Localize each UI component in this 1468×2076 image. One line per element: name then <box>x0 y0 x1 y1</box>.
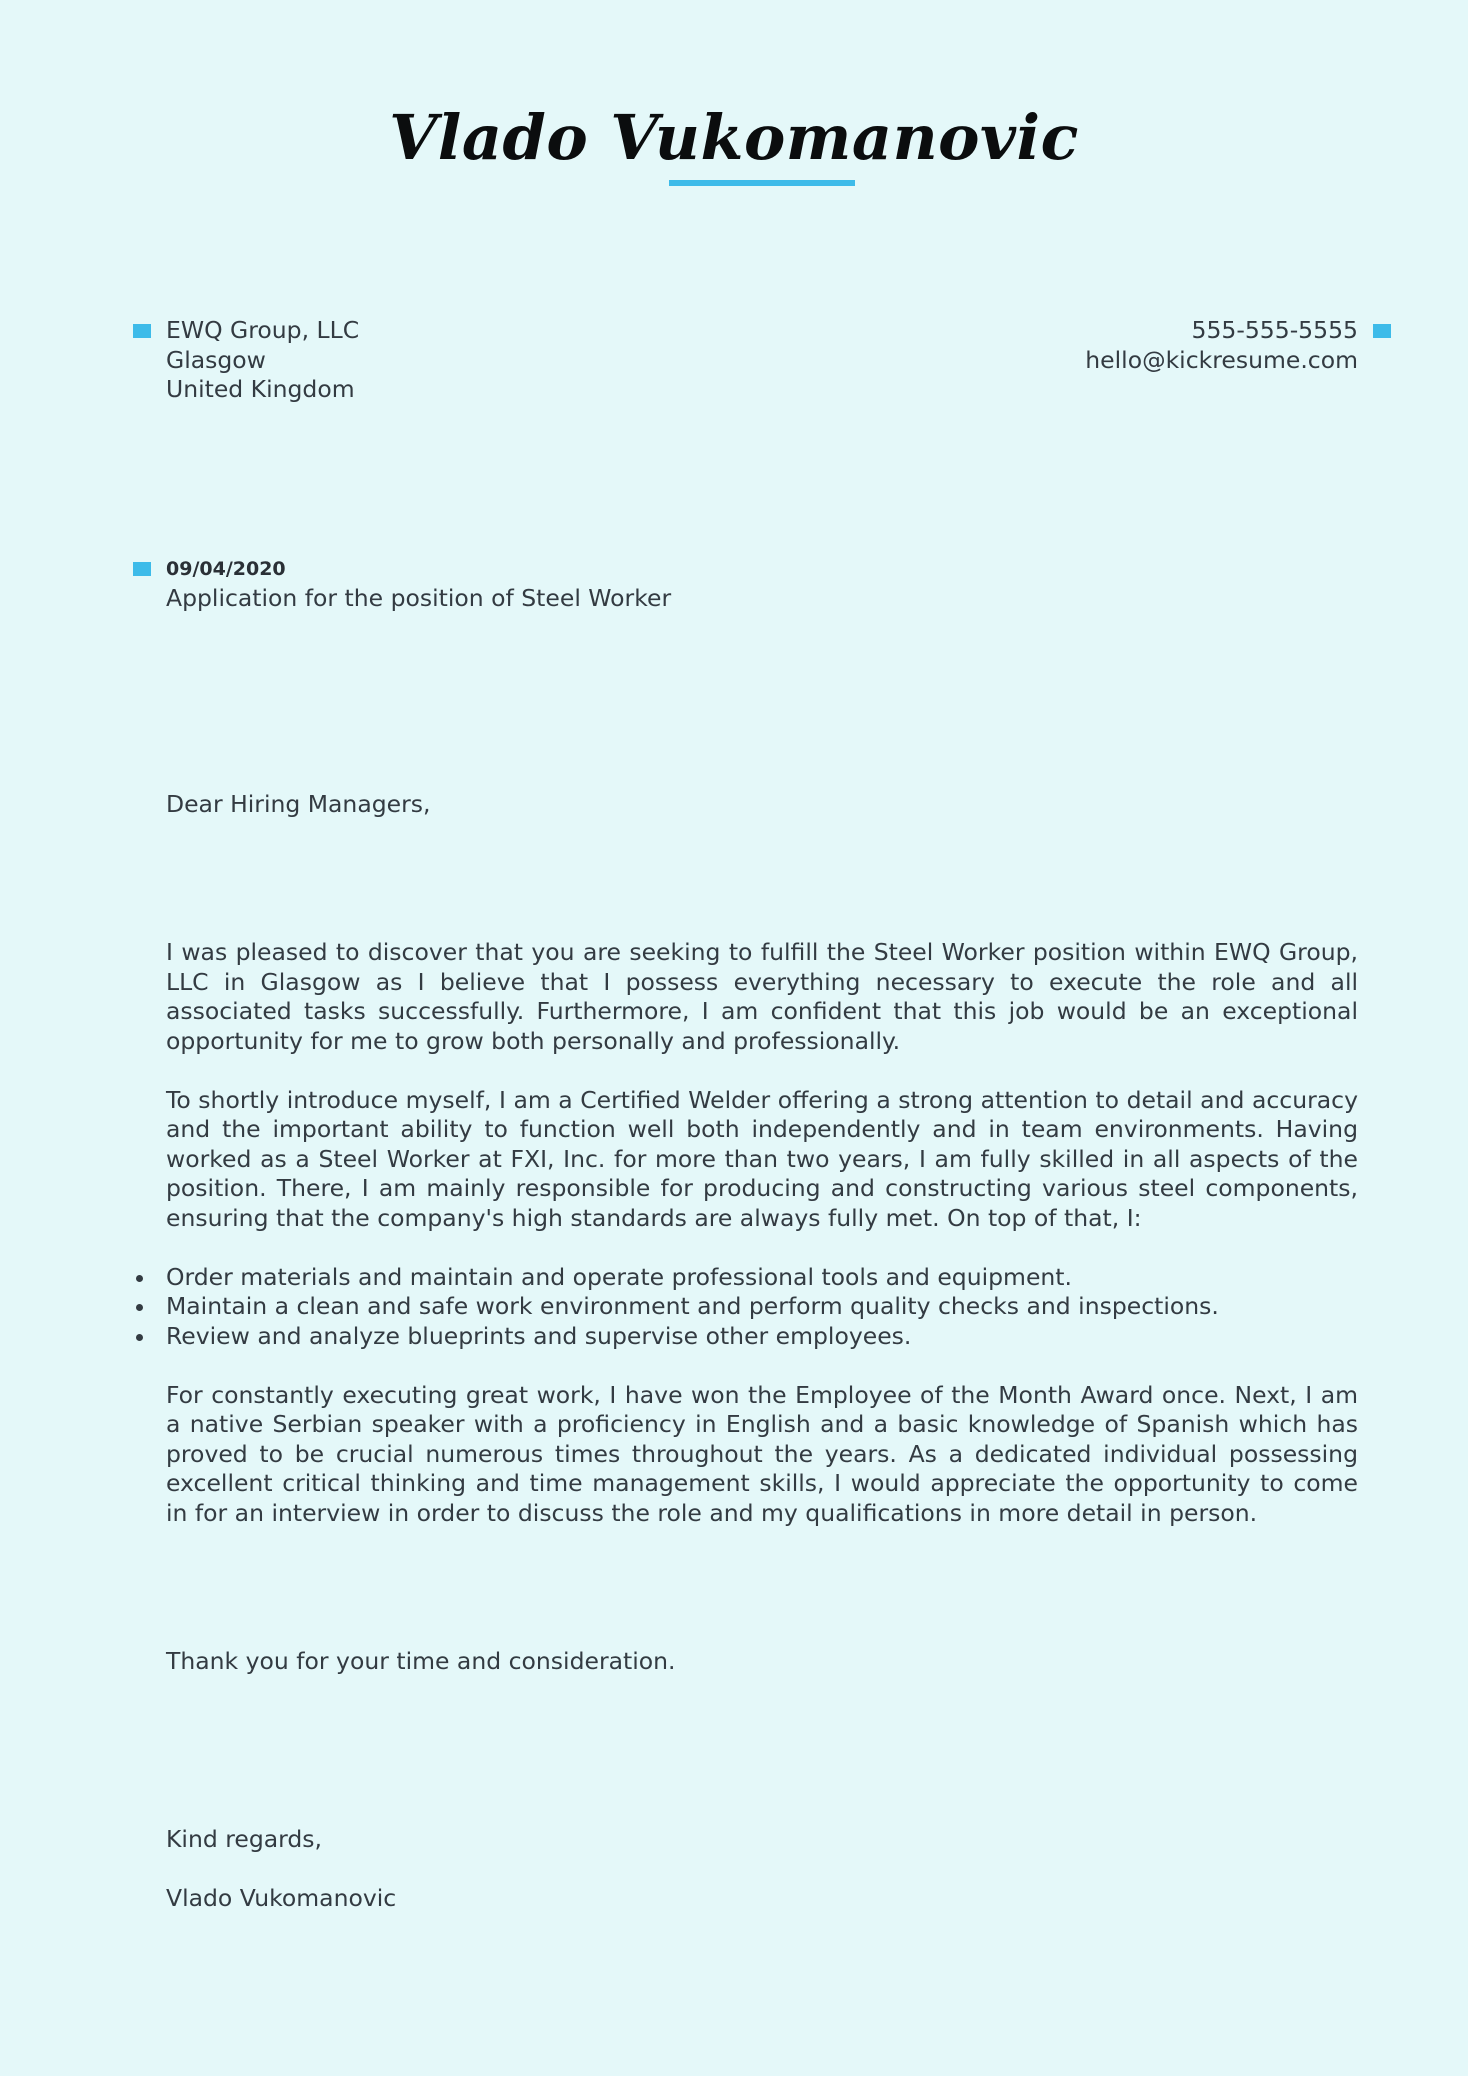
letter-date: 09/04/2020 <box>166 558 286 580</box>
contact-email: hello@kickresume.com <box>1085 345 1358 374</box>
recipient-address <box>166 316 359 405</box>
sender-contact <box>1085 316 1358 375</box>
letter-signature: Vlado Vukomanovic <box>166 1884 397 1912</box>
letter-body <box>166 938 1358 1528</box>
letter-closing: Kind regards, <box>166 1825 323 1853</box>
contact-phone: 555-555-5555 <box>1191 316 1358 344</box>
letter-meta <box>166 555 671 614</box>
list-item: Maintain a clean and safe work environment and perform quality checks and inspections. <box>166 1292 1358 1322</box>
recipient-company: EWQ Group, LLC <box>166 316 360 344</box>
letter-thanks-block <box>166 1647 1358 1677</box>
contact-marker-icon <box>1373 324 1391 338</box>
list-item: Review and analyze blueprints and supervise other employees. <box>166 1322 1358 1352</box>
title-accent-underline <box>669 180 855 186</box>
date-marker-icon <box>133 562 151 576</box>
list-item: Order materials and maintain and operate professional tools and equipment. <box>166 1263 1358 1293</box>
letter-greeting: Dear Hiring Managers, <box>166 790 431 818</box>
recipient-city: Glasgow <box>166 345 266 374</box>
body-paragraph-3: For constantly executing great work, I have won the Employee of the Month Award once. Next, I am a native Serbian speaker with a proficiency in English and a basic knowledge of Spanish which has proved to be crucial numerous times throughout the years. As a dedicated individual possessing excellent critical thinking and time management skills, I would appreciate the opportunity to come in for an interview in order to discuss the role and my qualifications in more detail in person. <box>166 1380 1358 1527</box>
recipient-country: United Kingdom <box>166 375 355 403</box>
letter-closing-block <box>166 1825 1358 1914</box>
duties-list <box>166 1263 1358 1352</box>
recipient-marker-icon <box>133 324 151 338</box>
body-paragraph-1: I was pleased to discover that you are seeking to fulfill the Steel Worker position within EWQ Group, LLC in Glasgow as I believe that I possess everything necessary to execute the role and all associated tasks successfully. Furthermore, I am confident that this job would be an exceptional opportunity for me to grow both personally and professionally. <box>166 938 1358 1055</box>
letter-thanks: Thank you for your time and consideration. <box>166 1647 676 1675</box>
body-paragraph-2: To shortly introduce myself, I am a Certified Welder offering a strong attention to detail and accuracy and the important ability to function well both independently and in team environments. Having worked as a Steel Worker at FXI, Inc. for more than two years, I am fully skilled in all aspects of the position. There, I am mainly responsible for producing and constructing various steel components, ensuring that the company's high standards are always fully met. On top of that, I: <box>166 1085 1358 1232</box>
letter-greeting-block <box>166 790 1358 820</box>
letter-author-name: Vlado Vukomanovic <box>389 101 1079 174</box>
letter-subject: Application for the position of Steel Worker <box>166 584 672 612</box>
